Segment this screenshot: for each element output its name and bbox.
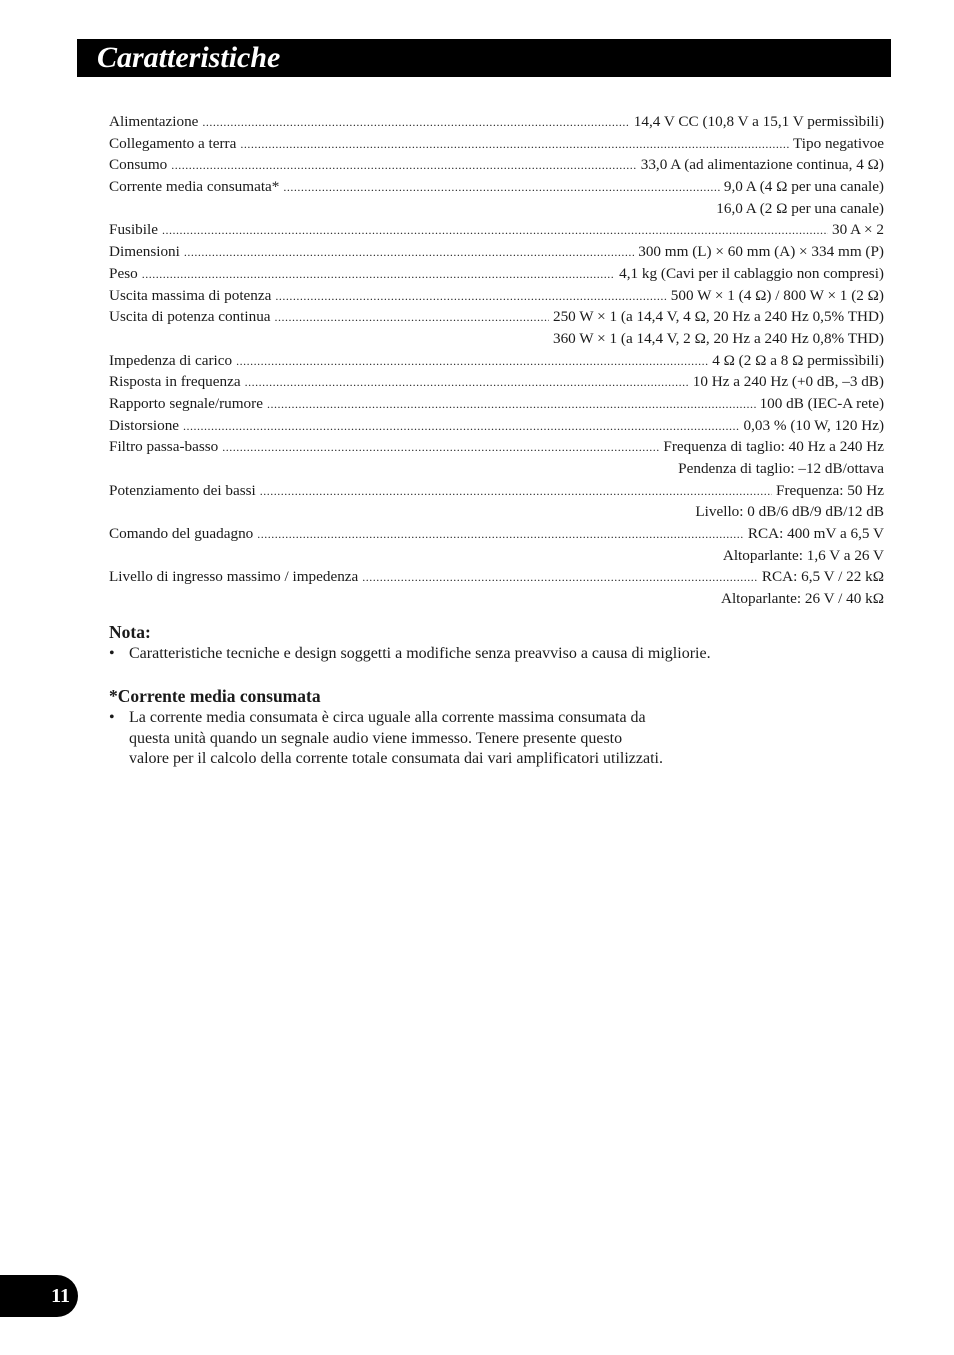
dot-leader	[171, 155, 637, 176]
spec-row	[109, 436, 884, 458]
spec-row	[109, 328, 884, 350]
spec-row	[109, 241, 884, 263]
dot-leader	[267, 394, 756, 415]
spec-value: Tipo negativoe	[793, 134, 884, 152]
spec-label: Collegamento a terra	[109, 134, 237, 152]
spec-row	[109, 415, 884, 437]
dot-leader	[260, 481, 772, 502]
dot-leader	[183, 416, 740, 437]
spec-value: 360 W × 1 (a 14,4 V, 2 Ω, 20 Hz a 240 Hz 0,8% THD)	[552, 329, 884, 347]
spec-row	[109, 588, 884, 610]
note-heading: Nota:	[109, 622, 151, 642]
spec-label: Corrente media consumata*	[109, 178, 280, 196]
spec-value: 4,1 kg (Cavi per il cablaggio non compresi)	[619, 264, 884, 282]
spec-row	[109, 566, 884, 588]
spec-value: RCA: 6,5 V / 22 kΩ	[761, 568, 884, 586]
spec-row	[109, 219, 884, 241]
spec-label: Rapporto segnale/rumore	[109, 394, 263, 412]
bullet-mark: •	[109, 709, 115, 726]
spec-value: Altoparlante: 1,6 V a 26 V	[722, 546, 884, 564]
dot-leader	[142, 264, 615, 285]
spec-row	[109, 111, 884, 133]
spec-label: Potenziamento dei bassi	[109, 481, 256, 499]
note-text: Caratteristiche tecniche e design soggetti a modifiche senza preavviso a causa di migliorie.	[129, 645, 711, 662]
spec-row	[109, 133, 884, 155]
current-note-line: La corrente media consumata è circa uguale alla corrente massima consumata da	[129, 709, 646, 726]
spec-value: 100 dB (IEC-A rete)	[759, 394, 884, 412]
spec-list	[109, 111, 884, 610]
spec-row	[109, 263, 884, 285]
spec-row	[109, 350, 884, 372]
bullet-mark: •	[109, 645, 115, 662]
spec-value: Frequenza: 50 Hz	[776, 481, 884, 499]
spec-label: Uscita di potenza continua	[109, 308, 271, 326]
spec-row	[109, 371, 884, 393]
spec-row	[109, 501, 884, 523]
note-bullet-item	[109, 644, 711, 665]
spec-value: Altoparlante: 26 V / 40 kΩ	[720, 590, 884, 608]
spec-value: 16,0 A (2 Ω per una canale)	[716, 199, 884, 217]
spec-label: Peso	[109, 264, 138, 282]
spec-label: Fusibile	[109, 221, 158, 239]
spec-value: 9,0 A (4 Ω per una canale)	[723, 178, 884, 196]
spec-value: RCA: 400 mV a 6,5 V	[747, 525, 884, 543]
current-note-heading: *Corrente media consumata	[109, 686, 321, 706]
current-note-line: questa unità quando un segnale audio viene immesso. Tenere presente questo	[129, 729, 623, 747]
dot-leader	[257, 524, 744, 545]
spec-value: 500 W × 1 (4 Ω) / 800 W × 1 (2 Ω)	[670, 286, 884, 304]
spec-row	[109, 393, 884, 415]
spec-label: Impedenza di carico	[109, 351, 233, 369]
spec-value: Frequenza di taglio: 40 Hz a 240 Hz	[663, 438, 884, 456]
spec-value: 4 Ω (2 Ω a 8 Ω permissìbili)	[712, 351, 884, 369]
spec-value: 300 mm (L) × 60 mm (A) × 334 mm (P)	[638, 243, 884, 261]
spec-row	[109, 285, 884, 307]
dot-leader	[283, 177, 719, 198]
dot-leader	[240, 134, 789, 155]
spec-label: Distorsione	[109, 416, 180, 434]
page-number-tab	[0, 1275, 78, 1317]
dot-leader	[245, 372, 689, 393]
dot-leader	[236, 351, 708, 372]
spec-label: Consumo	[109, 156, 168, 174]
dot-leader	[162, 220, 828, 241]
spec-label: Filtro passa-basso	[109, 438, 219, 456]
current-note-line: valore per il calcolo della corrente totale consumata dai vari amplificatori utilizzati.	[129, 750, 663, 767]
spec-label: Uscita massima di potenza	[109, 286, 272, 304]
spec-label: Comando del guadagno	[109, 525, 254, 543]
dot-leader	[202, 112, 629, 133]
spec-label: Risposta in frequenza	[109, 373, 241, 391]
dot-leader	[222, 437, 659, 458]
spec-row	[109, 545, 884, 567]
spec-label: Alimentazione	[109, 113, 199, 130]
spec-row	[109, 198, 884, 220]
spec-label: Dimensioni	[109, 243, 180, 261]
spec-row	[109, 523, 884, 545]
spec-row	[109, 176, 884, 198]
spec-value: 0,03 % (10 W, 120 Hz)	[743, 416, 884, 434]
spec-value: 250 W × 1 (a 14,4 V, 4 Ω, 20 Hz a 240 Hz 0,5% THD)	[552, 308, 884, 326]
spec-label: Livello di ingresso massimo / impedenza	[109, 568, 359, 586]
spec-value: 10 Hz a 240 Hz (+0 dB, –3 dB)	[692, 373, 884, 391]
spec-row	[109, 458, 884, 480]
spec-value: Livello: 0 dB/6 dB/9 dB/12 dB	[695, 503, 884, 521]
dot-leader	[362, 567, 758, 588]
spec-value: 30 A × 2	[831, 221, 884, 239]
dot-leader	[275, 307, 549, 328]
spec-value: Pendenza di taglio: –12 dB/ottava	[678, 460, 884, 477]
spec-value: 14,4 V CC (10,8 V a 15,1 V permissìbili)	[633, 113, 884, 130]
dot-leader	[184, 242, 634, 263]
dot-leader	[275, 286, 666, 307]
spec-row	[109, 480, 884, 502]
spec-row	[109, 306, 884, 328]
page-title: Caratteristiche	[97, 41, 281, 74]
page-number: 11	[51, 1285, 70, 1307]
current-note-bullet-item	[109, 708, 663, 770]
spec-value: 33,0 A (ad alimentazione continua, 4 Ω)	[640, 156, 884, 174]
section-title-bar	[77, 39, 891, 77]
spec-row	[109, 154, 884, 176]
